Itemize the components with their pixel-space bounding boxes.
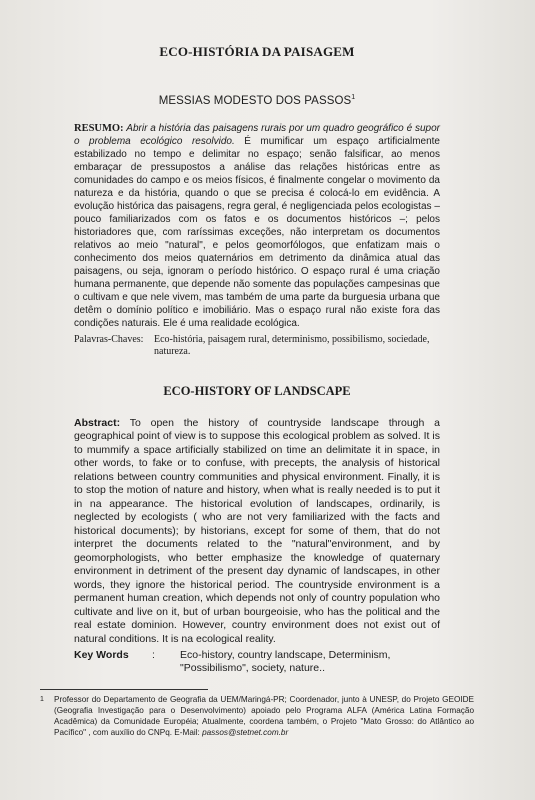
key-words-colon: : <box>152 649 155 662</box>
key-words-text: Eco-history, country landscape, Determinism, "Possibilismo", society, nature.. <box>180 649 391 675</box>
article-title-en: ECO-HISTORY OF LANDSCAPE <box>163 383 351 398</box>
palavras-chaves-text: Eco-história, paisagem rural, determinismo, possibilismo, sociedade, natureza. <box>154 333 430 357</box>
article-title-pt: ECO-HISTÓRIA DA PAISAGEM <box>159 44 355 59</box>
resumo-lead: Abrir a história das paisagens rurais por um quadro geográfico é supor o problema ecológico resolvido. <box>74 122 441 147</box>
palavras-chaves-label: Palavras-Chaves: <box>74 333 144 345</box>
palavras-chaves-row <box>74 334 440 358</box>
resumo-label: RESUMO <box>74 122 121 134</box>
author-line <box>74 94 440 107</box>
footnote <box>40 694 474 738</box>
key-words-label-text: Key Words <box>74 649 129 662</box>
footnote-text <box>54 694 474 738</box>
resumo-body: É mumificar um espaço artificialmente estabilizado no tempo e delimitar no espaço; senão falsificar, ao menos embaraçar de pressupostos a análise das relações históricas entre as comunidades do campo e os meios físicos, é finalmente congelar o movimento da natureza e da história, quando o que se precisa é colocá-lo em evidência. A evolução histórica das paisagens, regra geral, é negligenciada pelos ecologistas – pouco familiarizados com os fatos e os documentos históricos –; pelos historiadores que, com raríssimas exceções, não interpretam os documentos relativos ao meio "natural", e pelos geomorfólogos, que enfatizam mais o conhecimento dos meios quaternários em detrimento da dinâmica atual das paisagens, ou seja, ignoram o período histórico. O espaço rural é uma criação humana permanente, que depende não somente das populações campesinas que o cultivam e que nele vivem, mas também de uma parte da burguesia urbana que detêm o domínio político e imobiliário. Mas o espaço rural não existe fora das condições naturais. Ele é uma realidade ecológica. <box>74 135 440 329</box>
key-words-label <box>74 649 152 675</box>
footnote-body: Professor do Departamento de Geografia da UEM/Maringá-PR; Coordenador, junto à UNESP, do Projeto GEOIDE (Geografia Investigação para o Desenvolvimento) apoiado pelo Programa ALFA (América Latina Formação Acadêmica) da Comunidade Européia; Atualmente, coordena também, o Projeto "Mato Grosso: do Atlântico ao Pacífico" , com auxílio do CNPq. E-Mail: <box>54 695 474 737</box>
footnote-email[interactable]: passos@stetnet.com.br <box>202 728 289 737</box>
resumo-colon: : <box>120 122 124 134</box>
author-name: MESSIAS MODESTO DOS PASSOS <box>158 94 352 107</box>
footnote-divider <box>40 689 208 690</box>
resumo-paragraph <box>74 122 440 330</box>
author-footnote-mark[interactable]: 1 <box>351 94 356 101</box>
key-words-row <box>74 649 440 675</box>
abstract-label: Abstract: <box>74 416 121 429</box>
abstract-paragraph <box>74 417 440 647</box>
footnote-mark: 1 <box>40 696 44 703</box>
abstract-body: To open the history of countryside landscape through a geographical point of view is to suppose this ecological problem as solved. It is to mummify a space artificially stabilized on time an delimitate it in space, in other words, to fake or to confuse, with precepts, the analysis of historical relations between country communities and physical environment. Finally, it is to stop the motion of nature and history, when what is really needed is to put it in na appearance. The historical evolution of landscapes, ordinarily, is neglected by ecologists ( who are not very familiarized with the facts and historical documents); by historians, except for some of them, that do not interpret the documents related to the "natural"environment, and by geomorphologists, who better emphasize the knowledge of quaternary environment in detriment of the present day dynamic of landscapes, in other words, they ignore the historical period. The countryside environment is a permanent human creation, which depends not only of country population who cultivate and live on it, but of urban bourgeoisie, who has the political and the real estate dominion. However, country environment does not exist out of natural conditions. It is na ecological reality. <box>74 416 440 645</box>
article-content <box>74 44 440 675</box>
